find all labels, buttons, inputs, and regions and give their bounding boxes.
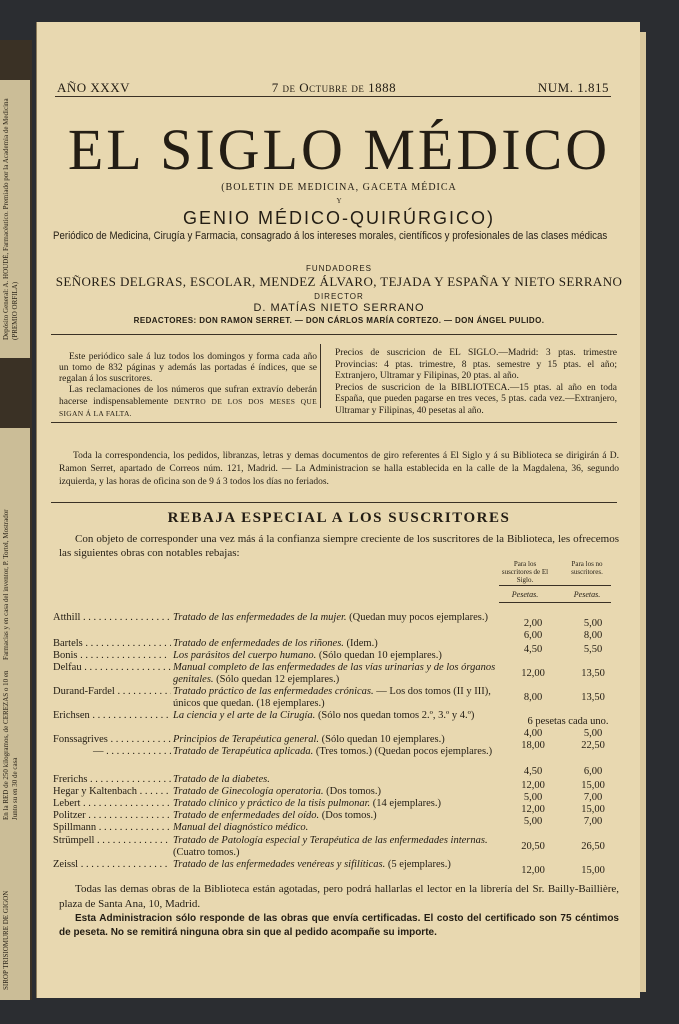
price-subscriber: 12,00 xyxy=(521,804,545,815)
price-nonsubscriber: 15,00 xyxy=(581,804,605,815)
publication-notice xyxy=(59,352,317,420)
price-subscriber: 2,00 xyxy=(523,618,543,629)
book-author: — . . . xyxy=(53,746,171,758)
price-nonsubscriber: 15,00 xyxy=(581,865,605,876)
founders-heading: FUNDADORES xyxy=(305,264,372,273)
book-author: Erichsen . . . xyxy=(53,710,171,722)
book-title-text: Tratado de enfermedades de los riñones. xyxy=(173,638,344,649)
price-subscriber: 8,00 xyxy=(523,692,543,703)
newspaper-page xyxy=(36,22,640,998)
issue-header xyxy=(57,80,609,96)
price-subscriber: 12,00 xyxy=(521,865,545,876)
book-note: (14 ejemplares.) xyxy=(372,798,442,809)
book-title-text: Tratado de Patología especial y Terapéutica de las enfermedades internas. xyxy=(173,835,488,846)
masthead-title: EL SIGLO MÉDICO xyxy=(67,117,611,182)
book-note: (Cuatro tomos.) xyxy=(173,847,240,858)
spine-band xyxy=(0,358,30,428)
book-title-text: Tratado de enfermedades del oído. xyxy=(173,810,320,821)
col-subscribers-heading: Para los suscritores de El Siglo. xyxy=(501,560,549,584)
price-nonsubscriber: 8,00 xyxy=(583,630,603,641)
book-note: (5 ejemplares.) xyxy=(387,859,451,870)
price-nonsubscriber: 7,00 xyxy=(583,816,603,827)
price-nonsubscriber: 7,00 xyxy=(583,792,603,803)
book-title-text: Manual completo de las enfermedades de las vías urinarias y de los órganos genitales. xyxy=(173,662,496,685)
book-author: Frerichs . . . xyxy=(53,774,171,786)
book-title xyxy=(173,734,505,746)
price-subscriber: 4,00 xyxy=(523,728,543,739)
director-heading: DIRECTOR xyxy=(314,292,364,301)
issue-year: AÑO XXXV xyxy=(57,80,130,95)
book-author: Bonis . . . xyxy=(53,650,171,662)
book-note: (Sólo quedan 12 ejemplares.) xyxy=(216,674,340,685)
book-title xyxy=(173,810,505,822)
book-author: Lebert . . . xyxy=(53,798,171,810)
col-subscribers-unit: Pesetas. xyxy=(511,590,539,599)
price-subscriber: 4,50 xyxy=(523,644,543,655)
publication-notice-text: Este periódico sale á luz todos los domingos y forma cada año un tomo de 832 páginas y además las portadas é índices, que se regalan á los suscritores. xyxy=(59,352,317,384)
founders-names: SEÑORES DELGRAS, ESCOLAR, MENDEZ ÁLVARO, TEJADA Y ESPAÑA Y NIETO SERRANO xyxy=(55,274,623,289)
book-title xyxy=(173,835,505,859)
price-subscriber: 5,00 xyxy=(523,792,543,803)
book-note: (Sólo quedan 10 ejemplares.) xyxy=(321,734,445,745)
book-title-text: Tratado práctico de las enfermedades crónicas. xyxy=(173,686,374,697)
book-title xyxy=(173,710,505,722)
offer-title: REBAJA ESPECIAL A LOS SUSCRITORES xyxy=(167,510,511,526)
price-per-volume: 6 pesetas cada uno. xyxy=(527,716,609,727)
price-nonsubscriber: 6,00 xyxy=(583,766,603,777)
book-title-text: Manual del diagnóstico médico. xyxy=(173,822,309,833)
price-nonsubscriber: 5,00 xyxy=(583,728,603,739)
biblioteca-prices: Precios de suscricion de la BIBLIOTECA.—15 ptas. al año en toda España, que pueden pagarse en tres veces, 5 ptas. cada vez.—Extranjero, Ultramar y Filipinas, 40 pesetas al año. xyxy=(335,382,617,416)
header-rule xyxy=(55,96,611,97)
book-title-text: Tratado clínico y práctico de la tisis pulmonar. xyxy=(173,798,371,809)
book-author: Atthill . . . xyxy=(53,612,171,624)
book-note: (Sólo nos quedan tomos 2.º, 3.º y 4.º) xyxy=(317,710,475,721)
book-title xyxy=(173,746,505,758)
book-title-text: Tratado de Terapéutica aplicada. xyxy=(173,746,314,757)
spine-band xyxy=(0,40,30,80)
book-note: — Los dos tomos (II y III), únicos que quedan. (18 ejemplares.) xyxy=(173,686,491,709)
spine-ad-label: Farmacias y en casa del inventor, P. Tortel, Mostrador xyxy=(2,509,10,660)
director-name: D. MATÍAS NIETO SERRANO xyxy=(253,302,425,314)
col-rule xyxy=(499,585,611,586)
price-nonsubscriber: 5,50 xyxy=(583,644,603,655)
price-nonsubscriber: 22,50 xyxy=(581,740,605,751)
claims-notice xyxy=(59,385,317,420)
issue-number: NUM. 1.815 xyxy=(537,80,609,95)
book-note: (Sólo quedan 10 ejemplares.) xyxy=(318,650,442,661)
book-title xyxy=(173,638,505,650)
price-nonsubscriber: 15,00 xyxy=(581,780,605,791)
subscription-prices xyxy=(335,348,617,417)
spine-ad-label: Depósito General: A. HOUDÉ, Farmacéutico. Premiado por la Academia de Medicina (PREMIO ORFILA) xyxy=(2,98,19,340)
book-title-text: Tratado de las enfermedades venéreas y sifilíticas. xyxy=(173,859,386,870)
book-title xyxy=(173,774,505,786)
book-title xyxy=(173,786,505,798)
book-note: (Dos tomos.) xyxy=(326,786,381,797)
book-author: Bartels . . . xyxy=(53,638,171,650)
sold-out-notice: Todas las demas obras de la Biblioteca están agotadas, pero podrá hallarlas el lector en la librería del Sr. Bailly-Baillière, plaza de Santa Ana, 10, Madrid. xyxy=(59,883,619,910)
book-title xyxy=(173,612,505,624)
book-note: (Quedan muy pocos ejemplares.) xyxy=(349,612,488,623)
col-rule xyxy=(499,602,611,603)
spine-ad-label: SIROP TRISIOMURE DE GIGON xyxy=(2,890,10,990)
book-title-text: Tratado de Ginecología operatoria. xyxy=(173,786,324,797)
editors-line: REDACTORES: DON RAMON SERRET. — DON CÁRLOS MARÍA CORTEZO. — DON ÁNGEL PULIDO. xyxy=(133,316,545,325)
claims-notice-deadline: DENTRO DE LOS DOS MESES QUE SIGAN Á LA FALTA. xyxy=(59,397,317,418)
book-title xyxy=(173,650,505,662)
book-title-text: Los parásitos del cuerpo humano. xyxy=(173,650,317,661)
book-author: Politzer . . . xyxy=(53,810,171,822)
masthead-subtitle: (BOLETIN DE MEDICINA, GACETA MÉDICA xyxy=(221,182,457,193)
book-note: (Idem.) xyxy=(346,638,378,649)
book-note: (Tres tomos.) (Quedan pocos ejemplares.) xyxy=(315,746,493,757)
price-nonsubscriber: 26,50 xyxy=(581,841,605,852)
book-title xyxy=(173,798,505,810)
book-title-text: La ciencia y el arte de la Cirugía. xyxy=(173,710,316,721)
book-author: Hegar y Kaltenbach . . . xyxy=(53,786,171,798)
book-author: Fonssagrives . . . xyxy=(53,734,171,746)
book-title xyxy=(173,686,505,710)
book-author: Delfau . . . xyxy=(53,662,171,674)
correspondence-notice: Toda la correspondencia, los pedidos, libranzas, letras y demas documentos de giro referentes á El Siglo y á su Biblioteca se dirigirán á D. Ramon Serret, apartado de Correos núm. 121, Madrid. — La Administracion se halla establecida en la calle de la Magdalena, 36, segundo izquierda, y las horas de oficina son de 9 á 3 todos los días no feriados. xyxy=(59,451,619,487)
book-title xyxy=(173,859,505,871)
book-title-text: Principios de Terapéutica general. xyxy=(173,734,320,745)
issue-date: 7 de Octubre de 1888 xyxy=(271,80,397,95)
section-rule xyxy=(51,334,617,335)
masthead-conjunction: Y xyxy=(336,197,342,205)
admin-notice: Esta Administracion sólo responde de las obras que envía certificadas. El costo del certificado son 75 céntimos de peseta. No se remitirá ninguna obra sin que al pedido acompañe su importe. xyxy=(59,913,619,938)
notice-divider xyxy=(320,344,321,408)
masthead-genio: GENIO MÉDICO-QUIRÚRGICO) xyxy=(183,208,495,228)
price-nonsubscriber: 5,00 xyxy=(583,618,603,629)
price-subscriber: 12,00 xyxy=(521,780,545,791)
claims-notice-text: Las reclamaciones de los números que sufran extravío deberán hacerse indispensablemente xyxy=(59,385,317,407)
book-author: Durand-Fardel . . . xyxy=(53,686,171,698)
price-nonsubscriber: 13,50 xyxy=(581,668,605,679)
price-subscriber: 20,50 xyxy=(521,841,545,852)
price-subscriber: 18,00 xyxy=(521,740,545,751)
price-nonsubscriber: 13,50 xyxy=(581,692,605,703)
price-subscriber: 12,00 xyxy=(521,668,545,679)
price-subscriber: 6,00 xyxy=(523,630,543,641)
section-rule xyxy=(51,422,617,423)
spine-ad-label: En la RED de 250 kilogramos, de CEREZAS o 10 en Junto su en 30 de casa xyxy=(2,670,19,820)
book-note: (Dos tomos.) xyxy=(321,810,377,821)
book-author: Zeissl . . . xyxy=(53,859,171,871)
book-title-text: Tratado de la diabetes. xyxy=(173,774,270,785)
book-author: Spillmann . . . xyxy=(53,822,171,834)
book-author: Strümpell . . . xyxy=(53,835,171,847)
price-subscriber: 4,50 xyxy=(523,766,543,777)
book-title xyxy=(173,662,505,686)
col-nonsubscribers-unit: Pesetas. xyxy=(573,590,601,599)
section-rule xyxy=(51,502,617,503)
binding-spine xyxy=(0,40,32,1000)
book-title-text: Tratado de las enfermedades de la mujer. xyxy=(173,612,347,623)
masthead-tagline: Periódico de Medicina, Cirugía y Farmacia, consagrado á los intereses morales, científicos y profesionales de las clases médicas xyxy=(53,230,608,242)
price-subscriber: 5,00 xyxy=(523,816,543,827)
book-title xyxy=(173,822,505,834)
col-nonsubscribers-heading: Para los no suscritores. xyxy=(571,560,603,576)
offer-intro: Con objeto de corresponder una vez más á la confianza siempre creciente de los suscritores de la Biblioteca, les ofrecemos las siguientes obras con notables rebajas: xyxy=(59,533,619,559)
siglo-prices: Precios de suscricion de EL SIGLO.—Madrid: 3 ptas. trimestre Provincias: 4 ptas. trimestre, 8 ptas. semestre y 15 ptas. el año; Extranjero, Ultramar y Filipinas, 20 ptas. al año. xyxy=(335,348,617,381)
